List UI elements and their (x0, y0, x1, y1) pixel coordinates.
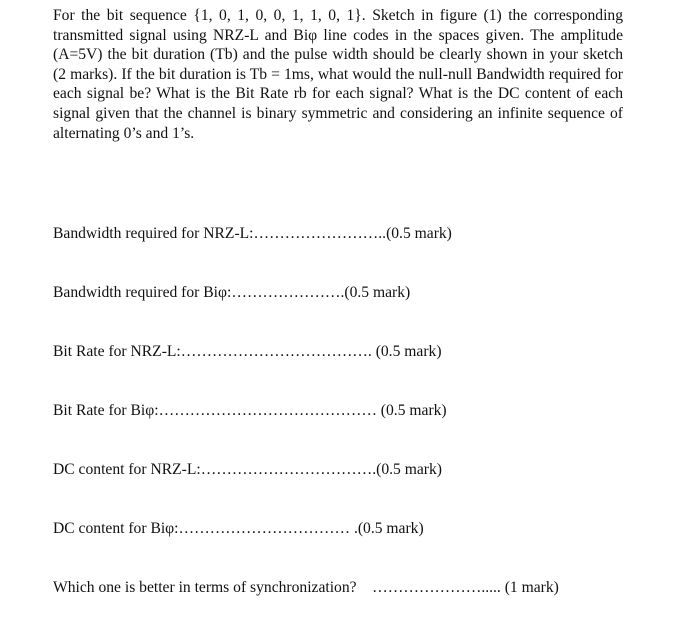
answer-line-dc-biphase (53, 519, 424, 539)
mark-value: (0.5 mark) (386, 225, 452, 242)
mark-value: (0.5 mark) (371, 343, 442, 360)
answer-blank[interactable]: …………………….. (253, 225, 387, 242)
question-paragraph (53, 6, 623, 143)
answer-blank[interactable]: ……………………………. (200, 461, 377, 478)
mark-value: (0.5 mark) (357, 520, 424, 537)
answer-label: Which one is better in terms of synchronization? (53, 579, 357, 596)
answer-blank[interactable]: ………………………………. (180, 343, 372, 360)
mark-value: (0.5 mark) (376, 402, 447, 419)
answer-line-bitrate-nrzl (53, 342, 442, 362)
answer-label: DC content for Biφ: (53, 520, 179, 537)
answer-label: Bit Rate for Biφ: (53, 402, 159, 419)
answer-label: Bandwidth required for Biφ: (53, 284, 232, 301)
question-text: For the bit sequence {1, 0, 1, 0, 0, 1, 1, 0, 1}. Sketch in figure (1) the corresponding transmitted signal using NRZ-L and Biφ line codes in the spaces given. The amplitude (A=5V) the bit duration (Tb) and the pulse width should be clearly shown in your sketch (2 marks). If the bit duration is Tb = 1ms, what would the null-null Bandwidth required for each signal be? What is the Bit Rate rb for each signal? What is the DC content of each signal given that the channel is binary symmetric and considering an infinite sequence of alternating 0’s and 1’s. (53, 7, 623, 142)
mark-value: (0.5 mark) (344, 284, 411, 301)
answer-line-dc-nrzl (53, 460, 442, 480)
answer-line-bandwidth-biphase (53, 283, 410, 303)
answer-blank[interactable]: …………………………………… (158, 402, 377, 419)
mark-value: (0.5 mark) (376, 461, 442, 478)
answer-line-bandwidth-nrzl (53, 224, 452, 244)
answer-blank[interactable]: …………………. (231, 284, 345, 301)
answer-label: Bandwidth required for NRZ-L: (53, 225, 254, 242)
answer-blank[interactable]: …………………..... (356, 579, 501, 596)
answer-line-bitrate-biphase (53, 401, 447, 421)
answer-blank[interactable]: …………………………… . (178, 520, 358, 537)
answer-line-synchronization (53, 578, 559, 598)
mark-value: (1 mark) (500, 579, 559, 596)
answer-label: Bit Rate for NRZ-L: (53, 343, 181, 360)
answer-label: DC content for NRZ-L: (53, 461, 201, 478)
